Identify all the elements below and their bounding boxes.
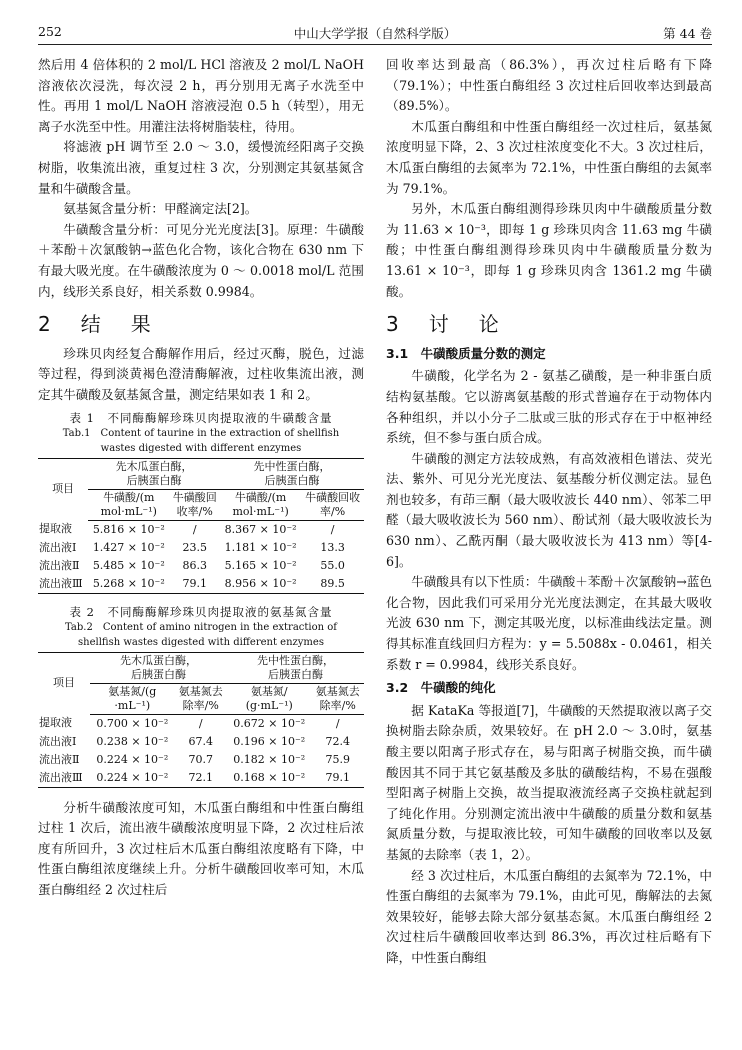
- paragraph: 木瓜蛋白酶组和中性蛋白酶组经一次过柱后，氨基氮浓度明显下降，2、3 次过柱浓度变化不大。3 次过柱后，木瓜蛋白酶组的去氮率为 72.1%，中性蛋白酶组的去氮率为 79.1%。: [386, 118, 712, 196]
- table-row: [38, 714, 364, 733]
- table-cell: 0.224 × 10⁻²: [96, 752, 169, 766]
- subsection-heading: 3.2 牛磺酸的纯化: [386, 680, 496, 696]
- table-cell: 5.485 × 10⁻²: [92, 558, 165, 572]
- column-group-header: 先中性蛋白酶， 后胰蛋白酶: [227, 652, 364, 683]
- column-header: 氨基氮/ (g·mL⁻¹): [227, 683, 311, 714]
- paragraph: 另外，木瓜蛋白酶组测得珍珠贝肉中牛磺酸质量分数为 11.63 × 10⁻³，即每 1 g 珍珠贝肉含 11.63 mg 牛磺酸；中性蛋白酶组测得珍珠贝肉中牛磺酸质量分数为 13.61 × 10⁻³，即每 1 g 珍珠贝肉含 1361.2 mg 牛磺酸。: [386, 201, 712, 299]
- table-cell: 72.4: [325, 734, 350, 748]
- taurine-table: [38, 458, 364, 594]
- paragraph: 然后用 4 倍体积的 2 mol/L HCl 溶液及 2 mol/L NaOH 溶液依次浸洗，每次浸 2 h，再分别用无离子水洗至中性。再用 1 mol/L NaOH 溶液浸泡 0.5 h（转型），用无离子水洗至中性。用灌注法将树脂装柱，待用。: [38, 57, 364, 134]
- table-cell: 67.4: [188, 734, 214, 748]
- paragraph: 分析牛磺酸浓度可知，木瓜蛋白酶组和中性蛋白酶组过柱 1 次后，流出液牛磺酸浓度明显下降，2 次过柱后浓度有所回升，3 次过柱后木瓜蛋白酶组浓度略有下降，中性蛋白酶组浓度继续上升。分析牛磺酸回收率可知，木瓜蛋白酶组经 2 次过柱后: [38, 799, 364, 897]
- table-row: [38, 575, 364, 594]
- column-header: 牛磺酸/(m mol·mL⁻¹): [88, 489, 169, 520]
- paragraph: 牛磺酸，化学名为 2 - 氨基乙磺酸，是一种非蛋白质结构氨基酸。它以游离氨基酸的形式普遍存在于动物体内各种组织，并以小分子二肽或三肽的形式存在于中枢神经系统，但不参与蛋白质合成。: [386, 368, 712, 446]
- paragraph: 牛磺酸的测定方法较成熟，有高效液相色谱法、荧光法、紫外、可见分光光度法、氨基酸分析仪测定法。显色剂也较多，有茚三酮（最大吸收波长 440 nm）、邻苯二甲醛（最大吸收波长为 560 nm）、酚试剂（最大吸收波长为 630 nm）、乙酰丙酮（最大吸收波长为 413 nm）等[4-6]。: [386, 450, 712, 569]
- table-cell: 0.196 × 10⁻²: [233, 734, 306, 748]
- column-group-header: 先木瓜蛋白酶， 后胰蛋白酶: [90, 652, 227, 683]
- paragraph: 牛磺酸具有以下性质：牛磺酸＋苯酚＋次氯酸钠→蓝色化合物，因此我们可采用分光光度法测定，在其最大吸收光波 630 nm 下，测定其吸光度，以标准曲线法定量。测得其标准直线回归方程为：y = 5.5088x - 0.0461，相关系数 r = 0.9984，线形关系良好。: [386, 574, 712, 672]
- paragraph: 据 KataKa 等报道[7]，牛磺酸的天然提取液以离子交换树脂去除杂质，效果较好。在 pH 2.0 ～ 3.0时，氨基酸主要以阳离子形式存在，易与阳离子树脂交换，而牛磺酸因其不同于其它氨基酸及多肽的磺酸结构，不易在强酸型阳离子树脂上交换，故当提取液流经离子交换柱就起到了纯化作用。分别测定流出液中牛磺酸的质量分数和氨基氮质量分数，与提取液比较，可知牛磺酸的回收率以及氨基氮的去除率（表 1，2）。: [386, 702, 712, 862]
- table-cell: 0.182 × 10⁻²: [233, 752, 306, 766]
- table-cell: 86.3: [182, 558, 207, 572]
- table-cell: 70.7: [188, 752, 214, 766]
- running-header: [38, 20, 712, 45]
- table-row: [38, 769, 364, 788]
- table-cell: 流出液Ⅱ: [39, 558, 80, 572]
- table-cell: 流出液Ⅲ: [39, 576, 83, 590]
- amino-nitrogen-table: [38, 652, 364, 788]
- table-cell: /: [192, 522, 197, 536]
- column-header: 牛磺酸/(m mol·mL⁻¹): [220, 489, 301, 520]
- table-cell: 0.238 × 10⁻²: [96, 734, 169, 748]
- table-cell: 0.224 × 10⁻²: [96, 770, 169, 784]
- table-cell: 8.956 × 10⁻²: [224, 576, 297, 590]
- table-caption-en: wastes digested with different enzymes: [100, 442, 302, 454]
- table-cell: 0.168 × 10⁻²: [233, 770, 306, 784]
- table-caption-en: Tab.1 Content of taurine in the extraction of shellfish: [62, 427, 340, 439]
- table-caption-en: shellfish wastes digested with different enzymes: [78, 636, 324, 648]
- table-cell: 提取液: [39, 716, 72, 730]
- page-number: 252: [38, 24, 62, 39]
- table-cell: 1.181 × 10⁻²: [224, 540, 297, 554]
- table-cell: 72.1: [188, 770, 214, 784]
- volume-label: 第 44 卷: [663, 26, 712, 41]
- table-cell: /: [198, 716, 203, 730]
- table-cell: 流出液Ⅰ: [39, 540, 77, 554]
- column-header-item: 项目: [53, 676, 76, 690]
- table-cell: 流出液Ⅰ: [39, 734, 77, 748]
- table-caption: [38, 604, 364, 650]
- column-group-header: 先木瓜蛋白酶， 后胰蛋白酶: [88, 458, 220, 489]
- table-cell: 75.9: [325, 752, 350, 766]
- table-cell: 5.816 × 10⁻²: [92, 522, 165, 536]
- table-cell: 23.5: [182, 540, 207, 554]
- paragraph: 珍珠贝肉经复合酶解作用后，经过灭酶，脱色，过滤等过程，得到淡黄褐色澄清酶解液，过柱收集流出液，测定其牛磺酸及氨基氮含量，测定结果如表 1 和 2。: [38, 345, 364, 402]
- table-cell: 89.5: [320, 576, 345, 590]
- journal-name: 中山大学学报（自然科学版）: [293, 26, 457, 41]
- right-column: [386, 55, 712, 969]
- table-row: [38, 539, 364, 557]
- table-cell: 0.672 × 10⁻²: [233, 716, 306, 730]
- table-caption: [38, 410, 364, 456]
- paragraph: 氨基氮含量分析：甲醛滴定法[2]。: [63, 201, 258, 217]
- paragraph: 回收率达到最高（86.3%），再次过柱后略有下降（79.1%）；中性蛋白酶组经 3 次过柱后回收率达到最高（89.5%）。: [386, 57, 712, 114]
- table-cell: 流出液Ⅲ: [39, 770, 83, 784]
- table-caption-zh: 表 2 不同酶酶解珍珠贝肉提取液的氨基氮含量: [69, 604, 333, 619]
- table-cell: 5.268 × 10⁻²: [92, 576, 165, 590]
- column-header-item: 项目: [52, 482, 75, 496]
- paragraph: 牛磺酸含量分析：可见分光光度法[3]。原理：牛磺酸＋苯酚＋次氯酸钠→蓝色化合物，该化合物在 630 nm 下有最大吸光度。在牛磺酸浓度为 0 ～ 0.0018 mol/L 范围内，线形关系良好，相关系数 0.9984。: [38, 221, 364, 299]
- column-header: 氨基氮/(g ·mL⁻¹): [90, 683, 174, 714]
- table-cell: /: [335, 716, 340, 730]
- section-heading: 3 讨 论: [386, 312, 504, 337]
- table-cell: 8.367 × 10⁻²: [224, 522, 297, 536]
- table-cell: 0.700 × 10⁻²: [96, 716, 169, 730]
- paragraph: 经 3 次过柱后，木瓜蛋白酶组的去氮率为 72.1%，中性蛋白酶组的去氮率为 79.1%，由此可见，酶解法的去氮效果较好，能够去除大部分氨基态氮。木瓜蛋白酶组经 2 次过柱后牛磺酸回收率达到 86.3%，再次过柱后略有下降，中性蛋白酶组: [386, 867, 712, 965]
- column-header: 牛磺酸回 收率/%: [169, 489, 220, 520]
- table-cell: 流出液Ⅱ: [39, 752, 80, 766]
- table-cell: 1.427 × 10⁻²: [92, 540, 165, 554]
- table-cell: 55.0: [320, 558, 345, 572]
- table-caption-en: Tab.2 Content of amino nitrogen in the extraction of: [65, 621, 337, 633]
- table-cell: 提取液: [39, 522, 72, 536]
- table-cell: 79.1: [182, 576, 207, 590]
- table-cell: 5.165 × 10⁻²: [224, 558, 297, 572]
- table-cell: 13.3: [320, 540, 345, 554]
- paragraph: 将滤液 pH 调节至 2.0 ～ 3.0，缓慢流经阳离子交换树脂，收集流出液，重复过柱 3 次，分别测定其氨基氮含量和牛磺酸含量。: [38, 139, 364, 196]
- left-column: [38, 55, 364, 969]
- subsection-heading: 3.1 牛磺酸质量分数的测定: [386, 345, 546, 361]
- table-cell: /: [330, 522, 335, 536]
- column-header: 氨基氮去 除率/%: [311, 683, 364, 714]
- column-header: 牛磺酸回收 率/%: [301, 489, 364, 520]
- table-row: [38, 733, 364, 751]
- table-row: [38, 751, 364, 769]
- table-caption-zh: 表 1 不同酶酶解珍珠贝肉提取液的牛磺酸含量: [69, 410, 333, 425]
- table-row: [38, 557, 364, 575]
- table-cell: 79.1: [325, 770, 350, 784]
- section-heading: 2 结 果: [38, 312, 156, 337]
- table-row: [38, 520, 364, 539]
- column-group-header: 先中性蛋白酶， 后胰蛋白酶: [220, 458, 364, 489]
- column-header: 氨基氮去 除率/%: [175, 683, 228, 714]
